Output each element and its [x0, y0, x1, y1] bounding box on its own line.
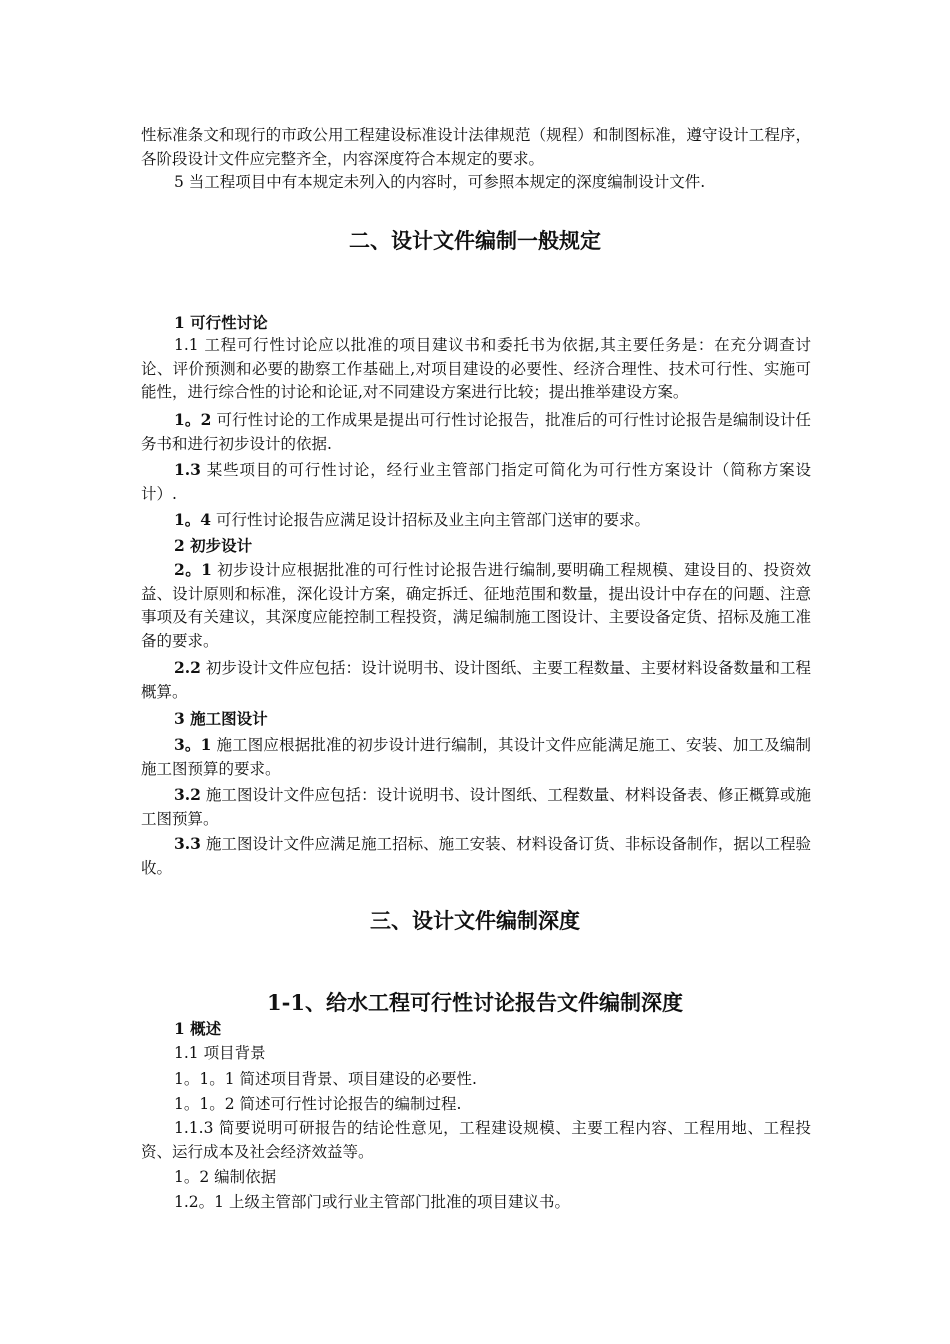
paragraph-1-1: 1.1 工程可行性讨论应以批准的项目建议书和委托书为依据,其主要任务是：在充分调查讨论、评价预测和必要的勘察工作基础上,对项目建设的必要性、经济合理性、技术可行性、实施可能性，进行综合性的讨论和论证,对不同建设方案进行比较；提出推举建设方案。 [141, 336, 811, 401]
clause-number: 1.3 [174, 460, 201, 479]
clause-number: 2.2 [174, 658, 201, 677]
heading-overview: 1 概述 [174, 1019, 222, 1038]
list-item: 1.2。1 上级主管部门或行业主管部门批准的项目建议书。 [174, 1193, 570, 1211]
section-3-title: 三、设计文件编制深度 [370, 908, 580, 933]
clause-number: 2。1 [174, 560, 212, 579]
paragraph-3-2: 3.2 施工图设计文件应包括：设计说明书、设计图纸、工程数量、材料设备表、修正概算或施工图预算。 [141, 785, 811, 828]
paragraph-1-3: 1.3 某些项目的可行性讨论，经行业主管部门指定可简化为可行性方案设计（简称方案设计）. [141, 460, 811, 503]
heading-construction-drawing: 3 施工图设计 [174, 709, 268, 728]
clause-number: 1。4 [174, 510, 212, 529]
clause-number: 3。1 [174, 735, 212, 754]
paragraph-1-4: 1。4 可行性讨论报告应满足设计招标及业主向主管部门送审的要求。 [174, 510, 651, 529]
list-item: 1.1 项目背景 [174, 1044, 266, 1062]
heading-preliminary-design: 2 初步设计 [174, 536, 253, 555]
intro-item-5: 5 当工程项目中有本规定未列入的内容时，可参照本规定的深度编制设计文件. [174, 173, 706, 191]
paragraph-3-3: 3.3 施工图设计文件应满足施工招标、施工安装、材料设备订货、非标设备制作，据以工程验收。 [141, 834, 811, 877]
list-item: 1。1。2 简述可行性讨论报告的编制过程. [174, 1095, 462, 1113]
section-2-title: 二、设计文件编制一般规定 [349, 228, 601, 253]
list-item: 1。2 编制依据 [174, 1168, 277, 1186]
list-item: 1。1。1 简述项目背景、项目建设的必要性. [174, 1070, 477, 1088]
paragraph-1-2: 1。2 可行性讨论的工作成果是提出可行性讨论报告，批准后的可行性讨论报告是编制设计任务书和进行初步设计的依据. [141, 410, 811, 453]
clause-number: 1。2 [174, 410, 212, 429]
intro-paragraph: 性标准条文和现行的市政公用工程建设标准设计法律规范（规程）和制图标准，遵守设计工程序，各阶段设计文件应完整齐全，内容深度符合本规定的要求。 [141, 126, 811, 168]
section-3-subtitle: 1-1、给水工程可行性讨论报告文件编制深度 [267, 990, 683, 1015]
paragraph-2-1: 2。1 初步设计应根据批准的可行性讨论报告进行编制,要明确工程规模、建设目的、投资效益、设计原则和标准，深化设计方案，确定拆迁、征地范围和数量，提出设计中存在的问题、注意事项及有关建议，其深度应能控制工程投资，满足编制施工图设计、主要设备定货、招标及施工准备的要求。 [141, 560, 811, 650]
clause-number: 3.3 [174, 834, 201, 853]
heading-feasibility: 1 可行性讨论 [174, 313, 268, 332]
list-item: 1.1.3 简要说明可研报告的结论性意见，工程建设规模、主要工程内容、工程用地、工程投资、运行成本及社会经济效益等。 [141, 1119, 811, 1161]
paragraph-2-2: 2.2 初步设计文件应包括：设计说明书、设计图纸、主要工程数量、主要材料设备数量和工程概算。 [141, 658, 811, 701]
clause-number: 3.2 [174, 785, 201, 804]
paragraph-3-1: 3。1 施工图应根据批准的初步设计进行编制，其设计文件应能满足施工、安装、加工及编制施工图预算的要求。 [141, 735, 811, 778]
